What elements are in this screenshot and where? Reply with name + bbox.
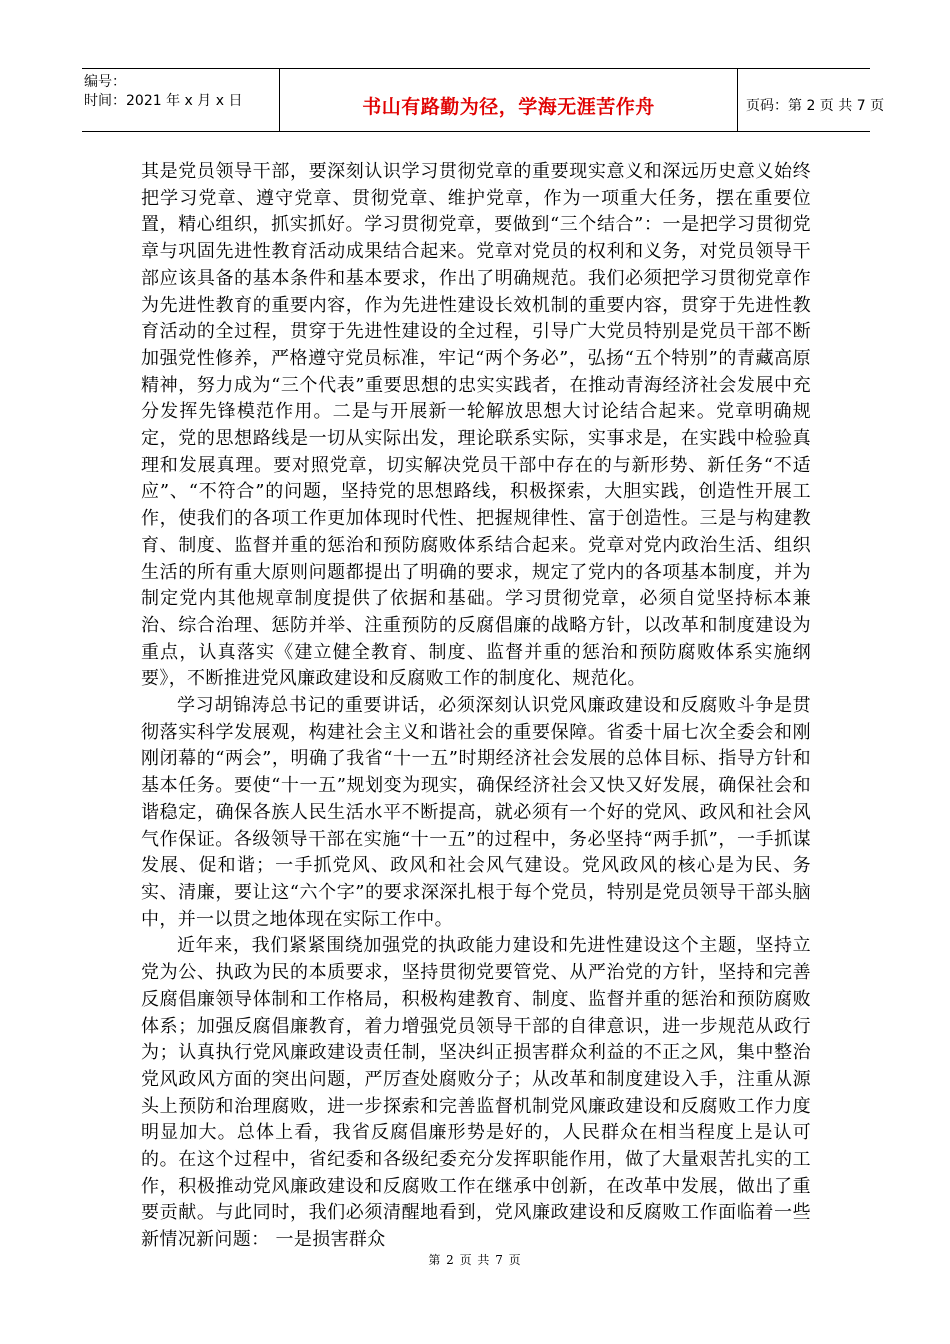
header-motto: 书山有路勤为径，学海无涯苦作舟: [362, 95, 655, 118]
document-body: [141, 159, 811, 1254]
document-code-label: 编号：: [84, 74, 126, 90]
document-date-label: 时间：2021 年 x 月 x 日: [84, 93, 243, 109]
body-paragraph-2: 学习胡锦涛总书记的重要讲话，必须深刻认识党风廉政建设和反腐败斗争是贯彻落实科学发展观，构建社会主义和谐社会的重要保障。省委十届七次全委会和刚刚闭幕的“两会”，明确了我省“十一五”时期经济社会发展的总体目标、指导方针和基本任务。要使“十一五”规划变为现实，确保经济社会又快又好发展，确保社会和谐稳定，确保各族人民生活水平不断提高，就必须有一个好的党风、政风和社会风气作保证。各级领导干部在实施“十一五”的过程中，务必坚持“两手抓”，一手抓谋发展、促和谐；一手抓党风、政风和社会风气建设。党风政风的核心是为民、务实、清廉，要让这“六个字”的要求深深扎根于每个党员，特别是党员领导干部头脑中，并一以贯之地体现在实际工作中。: [141, 695, 811, 930]
page-header: [82, 68, 885, 132]
header-page-cell: [738, 69, 885, 131]
body-paragraph-1: 其是党员领导干部，要深刻认识学习贯彻党章的重要现实意义和深远历史意义始终把学习党章、遵守党章、贯彻党章、维护党章，作为一项重大任务，摆在重要位置，精心组织，抓实抓好。学习贯彻党章，要做到“三个结合”：一是把学习贯彻党章与巩固先进性教育活动成果结合起来。党章对党员的权利和义务，对党员领导干部应该具备的基本条件和基本要求，作出了明确规范。我们必须把学习贯彻党章作为先进性教育的重要内容，作为先进性建设长效机制的重要内容，贯穿于先进性教育活动的全过程，贯穿于先进性建设的全过程，引导广大党员特别是党员干部不断加强党性修养，严格遵守党员标准，牢记“两个务必”，弘扬“五个特别”的青藏高原精神，努力成为“三个代表”重要思想的忠实实践者，在推动青海经济社会发展中充分发挥先锋模范作用。二是与开展新一轮解放思想大讨论结合起来。党章明确规定，党的思想路线是一切从实际出发，理论联系实际，实事求是，在实践中检验真理和发展真理。要对照党章，切实解决党员干部中存在的与新形势、新任务“不适应”、“不符合”的问题，坚持党的思想路线，积极探索，大胆实践，创造性开展工作，使我们的各项工作更加体现时代性、把握规律性、富于创造性。三是与构建教育、制度、监督并重的惩治和预防腐败体系结合起来。党章对党内政治生活、组织生活的所有重大原则问题都提出了明确的要求，规定了党内的各项基本制度，并为制定党内其他规章制度提供了依据和基础。学习贯彻党章，必须自觉坚持标本兼治、综合治理、惩防并举、注重预防的反腐倡廉的战略方针，以改革和制度建设为重点，认真落实《建立健全教育、制度、监督并重的惩治和预防腐败体系实施纲要》，不断推进党风廉政建设和反腐败工作的制度化、规范化。: [141, 161, 811, 690]
body-paragraph-3: 近年来，我们紧紧围绕加强党的执政能力建设和先进性建设这个主题，坚持立党为公、执政为民的本质要求，坚持贯彻党要管党、从严治党的方针，坚持和完善反腐倡廉领导体制和工作格局，积极构建教育、制度、监督并重的惩治和预防腐败体系；加强反腐倡廉教育，着力增强党员领导干部的自律意识，进一步规范从政行为；认真执行党风廉政建设责任制，坚决纠正损害群众利益的不正之风，集中整治党风政风方面的突出问题，严厉查处腐败分子；从改革和制度建设入手，注重从源头上预防和治理腐败，进一步探索和完善监督机制党风廉政建设和反腐败工作力度明显加大。总体上看，我省反腐倡廉形势是好的，人民群众在相当程度上是认可的。在这个过程中，省纪委和各级纪委充分发挥职能作用，做了大量艰苦扎实的工作，积极推动党风廉政建设和反腐败工作在继承中创新，在改革中发展，做出了重要贡献。与此同时，我们必须清醒地看到，党风廉政建设和反腐败工作面临着一些新情况新问题： 一是损害群众: [141, 935, 811, 1251]
header-page-number: 页码：第 2 页 共 7 页: [746, 98, 885, 114]
header-meta: [82, 69, 280, 131]
page-footer: 第 2 页 共 7 页: [428, 1253, 522, 1267]
header-motto-cell: [280, 69, 738, 131]
